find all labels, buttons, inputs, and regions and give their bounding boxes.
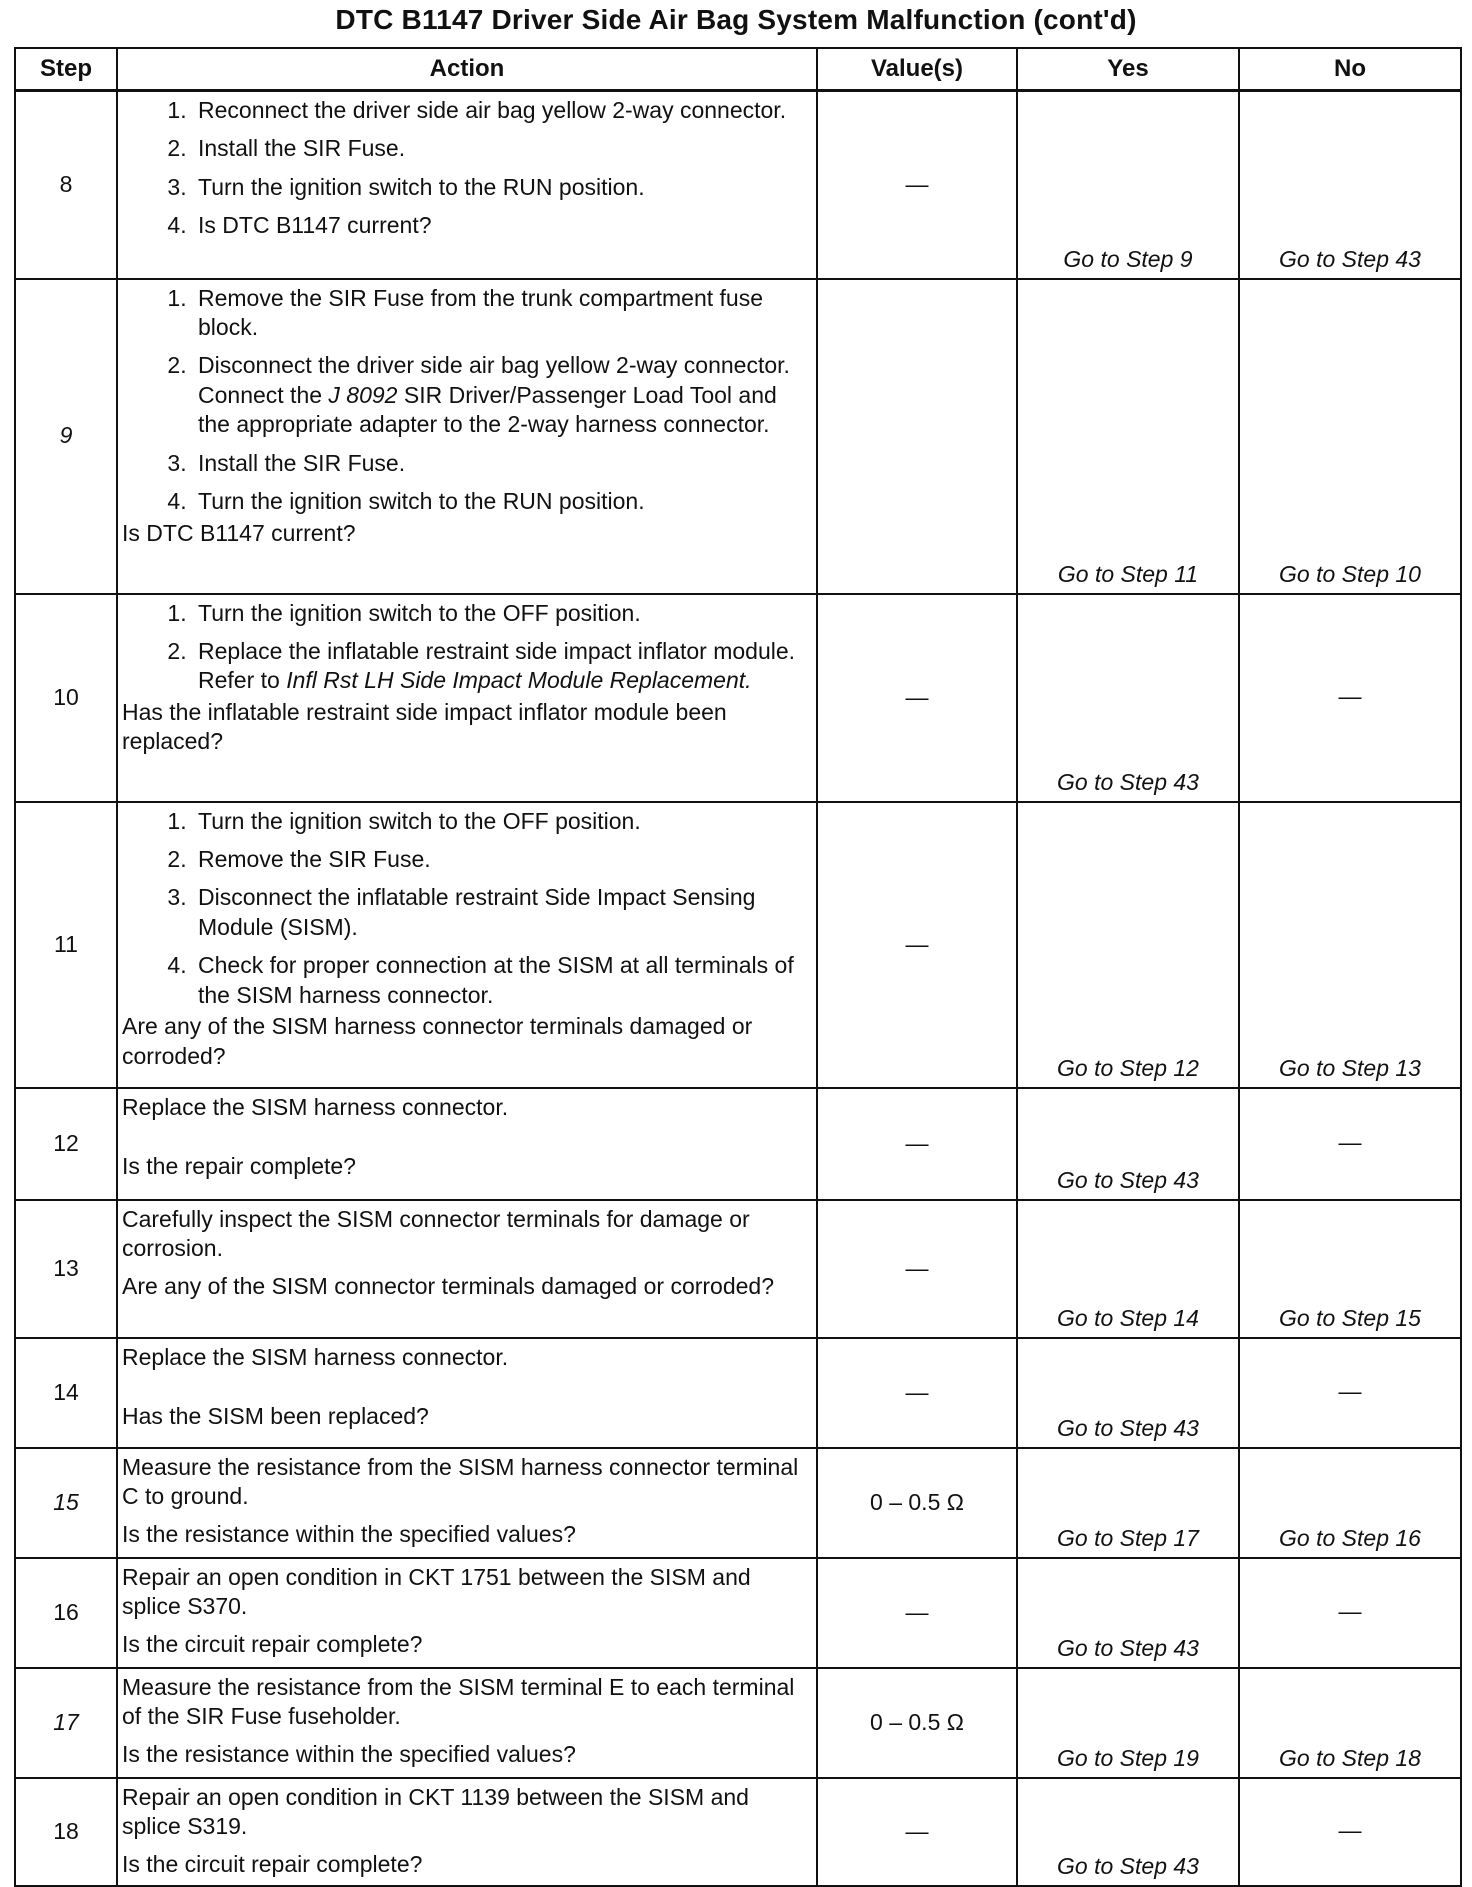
action-text: Replace the SISM harness connector.: [122, 1343, 509, 1370]
header-step: Step: [15, 48, 117, 91]
header-yes: Yes: [1017, 48, 1239, 91]
step-number: 14: [15, 1338, 117, 1448]
table-row: [15, 1338, 1461, 1448]
step-number: 8: [15, 91, 117, 279]
action-item: 2. Remove the SIR Fuse.: [193, 845, 810, 874]
action-cell: [117, 1778, 817, 1886]
yes-cell: Go to Step 14: [1017, 1200, 1239, 1338]
action-list: [122, 96, 810, 241]
action-question: Has the SISM been replaced?: [122, 1402, 429, 1429]
yes-cell: Go to Step 19: [1017, 1668, 1239, 1778]
table-row: [15, 1778, 1461, 1886]
action-question: Is the repair complete?: [122, 1152, 356, 1179]
action-item: 2. Install the SIR Fuse.: [193, 134, 810, 163]
action-question: Are any of the SISM harness connector terminals damaged or corroded?: [122, 1013, 753, 1069]
action-text: Measure the resistance from the SISM harness connector terminal C to ground.: [122, 1453, 799, 1509]
step-number: 11: [15, 802, 117, 1088]
action-text: Measure the resistance from the SISM terminal E to each terminal of the SIR Fuse fuseholder.: [122, 1673, 795, 1729]
yes-cell: Go to Step 43: [1017, 1558, 1239, 1668]
action-item: 3. Disconnect the inflatable restraint Side Impact Sensing Module (SISM).: [193, 883, 810, 942]
action-item: 4. Check for proper connection at the SISM at all terminals of the SISM harness connector.: [193, 951, 810, 1010]
yes-cell: Go to Step 43: [1017, 594, 1239, 802]
value-cell: —: [817, 1338, 1017, 1448]
table-row: [15, 1448, 1461, 1558]
action-item: 4. Is DTC B1147 current?: [193, 211, 810, 240]
action-list: [122, 284, 810, 517]
no-cell: —: [1239, 1778, 1461, 1886]
table-row: [15, 1558, 1461, 1668]
step-number: 12: [15, 1088, 117, 1200]
table-row: [15, 91, 1461, 279]
value-cell: —: [817, 1778, 1017, 1886]
yes-cell: Go to Step 43: [1017, 1338, 1239, 1448]
step-number: 18: [15, 1778, 117, 1886]
value-cell: 0 – 0.5 Ω: [817, 1668, 1017, 1778]
diagnostic-table: [14, 47, 1462, 1887]
action-list: [122, 599, 810, 696]
action-text: Repair an open condition in CKT 1139 between the SISM and splice S319.: [122, 1783, 749, 1839]
yes-cell: Go to Step 11: [1017, 279, 1239, 594]
yes-cell: Go to Step 43: [1017, 1778, 1239, 1886]
action-cell: [117, 279, 817, 594]
action-cell: [117, 1338, 817, 1448]
no-cell: —: [1239, 594, 1461, 802]
no-cell: —: [1239, 1338, 1461, 1448]
no-cell: —: [1239, 1088, 1461, 1200]
table-row: [15, 1668, 1461, 1778]
no-cell: Go to Step 43: [1239, 91, 1461, 279]
table-row: [15, 279, 1461, 594]
action-item: 2. Disconnect the driver side air bag yellow 2-way connector. Connect the J 8092 SIR Driver/Passenger Load Tool and the appropriate adapter to the 2-way harness connector.: [193, 351, 810, 439]
table-row: [15, 594, 1461, 802]
header-no: No: [1239, 48, 1461, 91]
action-question: Are any of the SISM connector terminals damaged or corroded?: [122, 1273, 775, 1300]
action-cell: [117, 1668, 817, 1778]
no-cell: Go to Step 15: [1239, 1200, 1461, 1338]
step-number: 15: [15, 1448, 117, 1558]
action-cell: [117, 1448, 817, 1558]
action-item: 4. Turn the ignition switch to the RUN position.: [193, 487, 810, 516]
step-number: 16: [15, 1558, 117, 1668]
action-cell: [117, 91, 817, 279]
reference-link: Infl Rst LH Side Impact Module Replacement.: [286, 667, 752, 694]
step-number: 13: [15, 1200, 117, 1338]
action-question: Is the circuit repair complete?: [122, 1631, 423, 1658]
action-item: 1. Remove the SIR Fuse from the trunk compartment fuse block.: [193, 284, 810, 343]
action-question: Has the inflatable restraint side impact inflator module been replaced?: [122, 698, 727, 755]
action-cell: [117, 1088, 817, 1200]
header-values: Value(s): [817, 48, 1017, 91]
action-list: [122, 807, 810, 1011]
action-question: Is DTC B1147 current?: [122, 519, 356, 546]
yes-cell: Go to Step 12: [1017, 802, 1239, 1088]
action-item: 2. Replace the inflatable restraint side impact inflator module. Refer to Infl Rst LH Side Impact Module Replacement.: [193, 637, 810, 696]
table-row: [15, 1088, 1461, 1200]
yes-cell: Go to Step 17: [1017, 1448, 1239, 1558]
step-number: 17: [15, 1668, 117, 1778]
value-cell: —: [817, 594, 1017, 802]
no-cell: Go to Step 13: [1239, 802, 1461, 1088]
value-cell: —: [817, 1558, 1017, 1668]
no-cell: Go to Step 16: [1239, 1448, 1461, 1558]
tool-name: J 8092: [328, 381, 398, 408]
value-cell: —: [817, 1200, 1017, 1338]
value-cell: —: [817, 802, 1017, 1088]
action-text: Carefully inspect the SISM connector terminals for damage or corrosion.: [122, 1205, 750, 1261]
no-cell: Go to Step 18: [1239, 1668, 1461, 1778]
yes-cell: Go to Step 9: [1017, 91, 1239, 279]
action-item: 1. Turn the ignition switch to the OFF position.: [193, 599, 810, 628]
value-cell: —: [817, 1088, 1017, 1200]
value-cell: 0 – 0.5 Ω: [817, 1448, 1017, 1558]
action-text: Repair an open condition in CKT 1751 between the SISM and splice S370.: [122, 1563, 751, 1619]
action-item: 1. Turn the ignition switch to the OFF position.: [193, 807, 810, 836]
action-item: 1. Reconnect the driver side air bag yellow 2-way connector.: [193, 96, 810, 125]
value-cell: —: [817, 91, 1017, 279]
action-question: Is the circuit repair complete?: [122, 1851, 423, 1878]
action-item: 3. Turn the ignition switch to the RUN position.: [193, 173, 810, 202]
table-row: [15, 1200, 1461, 1338]
action-item: 3. Install the SIR Fuse.: [193, 449, 810, 478]
value-cell: [817, 279, 1017, 594]
no-cell: —: [1239, 1558, 1461, 1668]
action-question: Is the resistance within the specified values?: [122, 1741, 576, 1768]
action-cell: [117, 1200, 817, 1338]
yes-cell: Go to Step 43: [1017, 1088, 1239, 1200]
page-title: DTC B1147 Driver Side Air Bag System Malfunction (cont'd): [335, 4, 1137, 35]
action-cell: [117, 802, 817, 1088]
header-row: [15, 48, 1461, 91]
no-cell: Go to Step 10: [1239, 279, 1461, 594]
header-action: Action: [117, 48, 817, 91]
action-text: Replace the SISM harness connector.: [122, 1093, 509, 1120]
step-number: 10: [15, 594, 117, 802]
step-number: 9: [15, 279, 117, 594]
action-cell: [117, 1558, 817, 1668]
table-row: [15, 802, 1461, 1088]
action-question: Is the resistance within the specified values?: [122, 1521, 576, 1548]
action-cell: [117, 594, 817, 802]
